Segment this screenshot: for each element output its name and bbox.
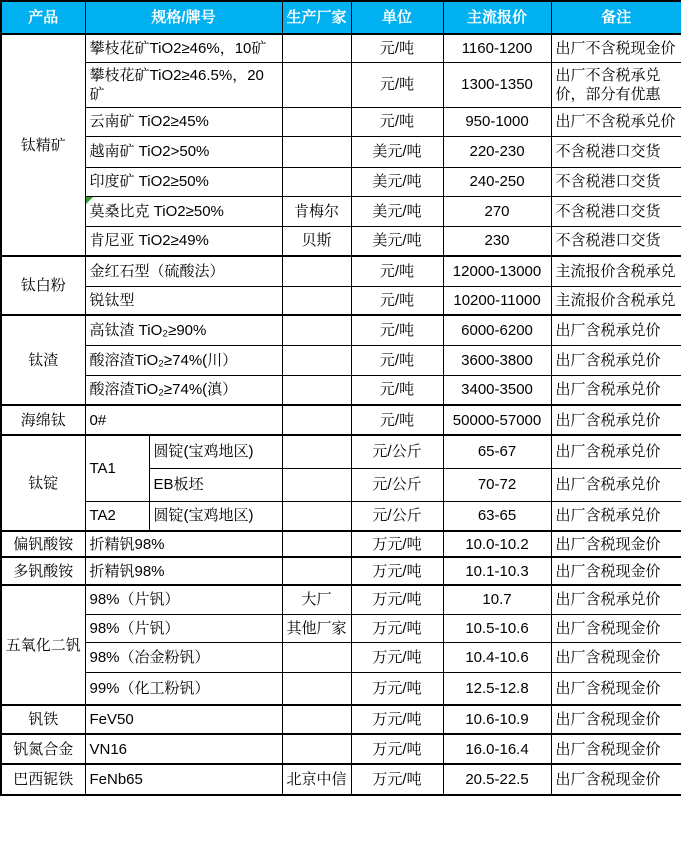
table-row <box>1 642 681 672</box>
cell-price: 1300-1350 <box>443 62 551 107</box>
cell-spec: 高钛渣 TiO₂≥90% <box>85 315 282 345</box>
cell-spec: 越南矿 TiO2>50% <box>85 136 282 167</box>
cell-unit: 元/吨 <box>351 256 443 286</box>
cell-maker <box>282 468 351 501</box>
cell-product: 钛渣 <box>1 315 85 405</box>
cell-price: 10.7 <box>443 585 551 614</box>
cell-unit: 元/公斤 <box>351 435 443 468</box>
cell-spec: 云南矿 TiO2≥45% <box>85 107 282 136</box>
cell-unit: 万元/吨 <box>351 642 443 672</box>
cell-unit: 元/公斤 <box>351 501 443 531</box>
cell-product: 巴西铌铁 <box>1 764 85 795</box>
table-row <box>1 315 681 345</box>
cell-price: 240-250 <box>443 167 551 196</box>
cell-price: 10.1-10.3 <box>443 557 551 585</box>
cell-note: 出厂含税现金价 <box>551 614 681 642</box>
cell-grade: TA1 <box>85 435 149 501</box>
cell-unit: 元/吨 <box>351 286 443 315</box>
cell-note: 出厂含税承兑价 <box>551 375 681 405</box>
table-row <box>1 226 681 256</box>
cell-spec: FeV50 <box>85 705 282 734</box>
cell-spec: 98%（片钒） <box>85 585 282 614</box>
cell-spec: 折精钒98% <box>85 531 282 557</box>
table-row <box>1 136 681 167</box>
table-row <box>1 34 681 62</box>
cell-product: 钛白粉 <box>1 256 85 315</box>
cell-product: 多钒酸铵 <box>1 557 85 585</box>
cell-unit: 万元/吨 <box>351 531 443 557</box>
cell-form: EB板坯 <box>149 468 282 501</box>
cell-product: 钒氮合金 <box>1 734 85 764</box>
table-row <box>1 196 681 226</box>
cell-unit: 美元/吨 <box>351 196 443 226</box>
cell-price: 10.5-10.6 <box>443 614 551 642</box>
cell-price: 6000-6200 <box>443 315 551 345</box>
cell-unit: 元/吨 <box>351 34 443 62</box>
col-header-spec: 规格/牌号 <box>85 1 282 34</box>
cell-product: 钒铁 <box>1 705 85 734</box>
cell-maker <box>282 375 351 405</box>
cell-form: 圆锭(宝鸡地区) <box>149 501 282 531</box>
cell-spec: 0# <box>85 405 282 435</box>
cell-unit: 万元/吨 <box>351 614 443 642</box>
table-row <box>1 107 681 136</box>
cell-unit: 万元/吨 <box>351 734 443 764</box>
col-header-note: 备注 <box>551 1 681 34</box>
cell-product: 海绵钛 <box>1 405 85 435</box>
cell-note: 出厂含税现金价 <box>551 764 681 795</box>
cell-unit: 元/吨 <box>351 107 443 136</box>
cell-price: 65-67 <box>443 435 551 468</box>
cell-grade: TA2 <box>85 501 149 531</box>
cell-product: 五氧化二钒 <box>1 585 85 705</box>
table-row <box>1 435 681 468</box>
table-row <box>1 705 681 734</box>
cell-unit: 万元/吨 <box>351 705 443 734</box>
cell-unit: 美元/吨 <box>351 226 443 256</box>
cell-spec: 酸溶渣TiO₂≥74%(滇） <box>85 375 282 405</box>
cell-unit: 元/吨 <box>351 62 443 107</box>
cell-spec: 印度矿 TiO2≥50% <box>85 167 282 196</box>
cell-maker: 北京中信 <box>282 764 351 795</box>
cell-maker: 肯梅尔 <box>282 196 351 226</box>
cell-price: 16.0-16.4 <box>443 734 551 764</box>
cell-spec <box>85 196 282 226</box>
cell-maker: 大厂 <box>282 585 351 614</box>
cell-maker <box>282 705 351 734</box>
cell-form: 圆锭(宝鸡地区) <box>149 435 282 468</box>
cell-spec: FeNb65 <box>85 764 282 795</box>
cell-maker <box>282 642 351 672</box>
cell-price: 20.5-22.5 <box>443 764 551 795</box>
table-row <box>1 557 681 585</box>
cell-maker <box>282 107 351 136</box>
cell-note: 出厂含税现金价 <box>551 557 681 585</box>
cell-unit: 元/公斤 <box>351 468 443 501</box>
cell-maker <box>282 672 351 705</box>
cell-price: 70-72 <box>443 468 551 501</box>
cell-note: 出厂含税承兑价 <box>551 405 681 435</box>
table-row <box>1 734 681 764</box>
table-row <box>1 764 681 795</box>
cell-spec: 99%（化工粉钒） <box>85 672 282 705</box>
cell-price: 230 <box>443 226 551 256</box>
cell-note: 出厂含税承兑价 <box>551 468 681 501</box>
cell-product: 偏钒酸铵 <box>1 531 85 557</box>
cell-spec: 酸溶渣TiO₂≥74%(川） <box>85 345 282 375</box>
cell-price: 3600-3800 <box>443 345 551 375</box>
col-header-unit: 单位 <box>351 1 443 34</box>
table-row <box>1 375 681 405</box>
cell-price: 950-1000 <box>443 107 551 136</box>
table-row <box>1 614 681 642</box>
spec-text: 莫桑比克 TiO2≥50% <box>89 202 224 220</box>
cell-note: 出厂含税承兑价 <box>551 435 681 468</box>
table-row <box>1 62 681 107</box>
cell-note: 出厂含税承兑价 <box>551 345 681 375</box>
cell-maker: 其他厂家 <box>282 614 351 642</box>
cell-unit: 元/吨 <box>351 345 443 375</box>
cell-note: 出厂含税现金价 <box>551 531 681 557</box>
cell-unit: 美元/吨 <box>351 136 443 167</box>
cell-unit: 万元/吨 <box>351 672 443 705</box>
cell-price: 12000-13000 <box>443 256 551 286</box>
table-row <box>1 531 681 557</box>
table-row <box>1 672 681 705</box>
cell-maker <box>282 286 351 315</box>
cell-price: 220-230 <box>443 136 551 167</box>
cell-note: 出厂含税现金价 <box>551 734 681 764</box>
col-header-price: 主流报价 <box>443 1 551 34</box>
cell-maker <box>282 34 351 62</box>
cell-maker <box>282 345 351 375</box>
cell-maker <box>282 557 351 585</box>
cell-unit: 美元/吨 <box>351 167 443 196</box>
col-header-maker: 生产厂家 <box>282 1 351 34</box>
cell-spec: 肯尼亚 TiO2≥49% <box>85 226 282 256</box>
cell-price: 50000-57000 <box>443 405 551 435</box>
cell-spec: 攀枝花矿TiO2≥46.5%，20矿 <box>85 62 282 107</box>
cell-price: 1160-1200 <box>443 34 551 62</box>
cell-maker <box>282 405 351 435</box>
cell-maker <box>282 136 351 167</box>
cell-note: 不含税港口交货 <box>551 196 681 226</box>
cell-spec: 98%（片钒） <box>85 614 282 642</box>
cell-unit: 万元/吨 <box>351 764 443 795</box>
cell-product: 钛精矿 <box>1 34 85 256</box>
cell-spec: 锐钛型 <box>85 286 282 315</box>
cell-maker <box>282 531 351 557</box>
cell-maker <box>282 62 351 107</box>
cell-note: 不含税港口交货 <box>551 136 681 167</box>
cell-price: 10200-11000 <box>443 286 551 315</box>
cell-note: 出厂含税承兑价 <box>551 585 681 614</box>
cell-maker <box>282 167 351 196</box>
cell-spec: VN16 <box>85 734 282 764</box>
cell-maker <box>282 501 351 531</box>
comment-marker-icon <box>86 197 93 204</box>
cell-maker <box>282 256 351 286</box>
col-header-product: 产品 <box>1 1 85 34</box>
table-row <box>1 405 681 435</box>
cell-note: 主流报价含税承兑 <box>551 256 681 286</box>
cell-price: 270 <box>443 196 551 226</box>
cell-unit: 元/吨 <box>351 405 443 435</box>
cell-product: 钛锭 <box>1 435 85 531</box>
cell-spec: 金红石型（硫酸法） <box>85 256 282 286</box>
cell-note: 出厂不含税承兑价，部分有优惠 <box>551 62 681 107</box>
cell-note: 出厂含税现金价 <box>551 672 681 705</box>
cell-note: 出厂含税承兑价 <box>551 501 681 531</box>
cell-unit: 万元/吨 <box>351 557 443 585</box>
cell-price: 12.5-12.8 <box>443 672 551 705</box>
cell-unit: 万元/吨 <box>351 585 443 614</box>
cell-maker <box>282 734 351 764</box>
table-row <box>1 256 681 286</box>
cell-price: 3400-3500 <box>443 375 551 405</box>
cell-note: 不含税港口交货 <box>551 226 681 256</box>
cell-spec: 攀枝花矿TiO2≥46%，10矿 <box>85 34 282 62</box>
table-row <box>1 167 681 196</box>
cell-spec: 折精钒98% <box>85 557 282 585</box>
table-row <box>1 585 681 614</box>
cell-note: 出厂不含税承兑价 <box>551 107 681 136</box>
table-row <box>1 286 681 315</box>
cell-price: 10.6-10.9 <box>443 705 551 734</box>
cell-unit: 元/吨 <box>351 315 443 345</box>
cell-maker <box>282 315 351 345</box>
cell-note: 出厂含税现金价 <box>551 705 681 734</box>
cell-spec: 98%（冶金粉钒） <box>85 642 282 672</box>
table-row <box>1 345 681 375</box>
cell-note: 出厂含税承兑价 <box>551 315 681 345</box>
cell-note: 主流报价含税承兑 <box>551 286 681 315</box>
cell-price: 10.0-10.2 <box>443 531 551 557</box>
cell-maker <box>282 435 351 468</box>
cell-note: 出厂含税现金价 <box>551 642 681 672</box>
cell-note: 出厂不含税现金价 <box>551 34 681 62</box>
cell-price: 63-65 <box>443 501 551 531</box>
cell-note: 不含税港口交货 <box>551 167 681 196</box>
cell-maker: 贝斯 <box>282 226 351 256</box>
header-row <box>1 1 681 34</box>
cell-unit: 元/吨 <box>351 375 443 405</box>
table-row <box>1 501 681 531</box>
cell-price: 10.4-10.6 <box>443 642 551 672</box>
